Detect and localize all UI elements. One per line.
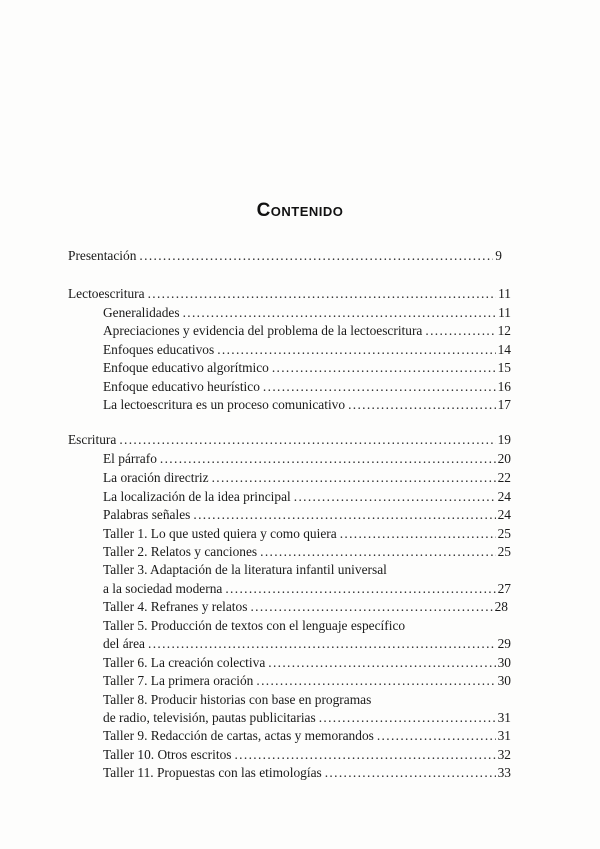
toc-subentry[interactable]: [103, 488, 511, 506]
toc-entry-page: 22: [497, 470, 511, 485]
toc-entry-label: La localización de la idea principal: [103, 489, 291, 504]
leader-dots: [256, 672, 495, 690]
toc-subentry[interactable]: [103, 598, 508, 616]
toc-subentry[interactable]: [103, 672, 511, 690]
toc-subentry[interactable]: [103, 764, 511, 782]
toc-entry-label: Apreciaciones y evidencia del problema de la lectoescritura: [103, 323, 423, 338]
toc-entry-label: del área: [103, 636, 145, 651]
toc-entry-label: Taller 9. Redacción de cartas, actas y memorandos: [103, 728, 374, 743]
leader-dots: [148, 285, 497, 303]
leader-dots: [319, 709, 496, 727]
toc-entry-page: 15: [497, 360, 511, 375]
toc-entry-label: Taller 6. La creación colectiva: [103, 655, 266, 670]
toc-entry-label: de radio, televisión, pautas publicitarias: [103, 710, 316, 725]
toc-subentry[interactable]: [103, 580, 511, 598]
toc-subentry[interactable]: [103, 359, 511, 377]
toc-subentry-first-line: Taller 8. Producir historias con base en programas: [103, 692, 372, 707]
toc-entry-label: Taller 1. Lo que usted quiera y como quiera: [103, 526, 337, 541]
toc-entry-label: Taller 4. Refranes y relatos: [103, 599, 248, 614]
leader-dots: [250, 598, 492, 616]
toc-entry-page: 30: [497, 673, 511, 688]
toc-entry-page: 24: [497, 489, 511, 504]
toc-entry-label: Enfoque educativo algorítmico: [103, 360, 269, 375]
toc-subentry[interactable]: [103, 341, 511, 359]
toc-entry-presentacion[interactable]: [68, 247, 502, 265]
toc-entry-label: La lectoescritura es un proceso comunicativo: [103, 397, 346, 412]
toc-subentry[interactable]: [103, 304, 511, 322]
leader-dots: [217, 341, 495, 359]
toc-subentry[interactable]: [103, 450, 511, 468]
leader-dots: [119, 431, 495, 449]
toc-entry-label: Palabras señales: [103, 507, 191, 522]
toc-subentry[interactable]: [103, 322, 511, 340]
toc-entry-label: Escritura: [68, 432, 117, 447]
toc-entry-label: El párrafo: [103, 451, 157, 466]
leader-dots: [425, 322, 495, 340]
toc-subentry[interactable]: [103, 727, 511, 745]
toc-entry-page: 24: [497, 507, 511, 522]
toc-entry-label: Taller 7. La primera oración: [103, 673, 254, 688]
toc-subentry[interactable]: [103, 506, 511, 524]
leader-dots: [294, 488, 496, 506]
toc-entry-page: 27: [497, 581, 511, 596]
toc-subentry[interactable]: [103, 746, 511, 764]
toc-entry-page: 32: [497, 747, 511, 762]
toc-entry-label: Taller 2. Relatos y canciones: [103, 544, 258, 559]
leader-dots: [348, 396, 496, 414]
leader-dots: [340, 525, 496, 543]
toc-subentry[interactable]: [103, 525, 511, 543]
leader-dots: [225, 580, 495, 598]
toc-entry-lectoescritura[interactable]: [68, 285, 511, 303]
leader-dots: [212, 469, 496, 487]
toc-entry-page: 11: [498, 305, 511, 320]
toc-subentry[interactable]: [103, 635, 511, 653]
leader-dots: [183, 304, 497, 322]
leader-dots: [272, 359, 496, 377]
toc-entry-label: Enfoques educativos: [103, 342, 215, 357]
leader-dots: [325, 764, 496, 782]
toc-entry-label: La oración directriz: [103, 470, 209, 485]
leader-dots: [139, 247, 493, 265]
toc-entry-page: 31: [497, 728, 511, 743]
page-title: Contenido: [256, 200, 344, 221]
toc-entry-escritura[interactable]: [68, 431, 511, 449]
toc-entry-page: 20: [497, 451, 511, 466]
toc-subentry[interactable]: [103, 378, 511, 396]
toc-entry-page: 11: [498, 286, 511, 301]
toc-subentry-first-line: Taller 3. Adaptación de la literatura infantil universal: [103, 562, 387, 577]
toc-subentry[interactable]: [103, 396, 511, 414]
leader-dots: [234, 746, 495, 764]
toc-entry-label: Enfoque educativo heurístico: [103, 379, 260, 394]
toc-entry-page: 16: [497, 379, 511, 394]
leader-dots: [263, 378, 496, 396]
toc-entry-label: Taller 10. Otros escritos: [103, 747, 232, 762]
toc-entry-label: Lectoescritura: [68, 286, 145, 301]
toc-entry-page: 33: [497, 765, 511, 780]
leader-dots: [377, 727, 496, 745]
toc-entry-label: Generalidades: [103, 305, 180, 320]
toc-entry-page: 28: [494, 599, 508, 614]
leader-dots: [268, 654, 495, 672]
toc-entry-page: 30: [497, 655, 511, 670]
toc-entry-page: 25: [497, 526, 511, 541]
toc-entry-page: 19: [497, 432, 511, 447]
toc-subentry[interactable]: [103, 654, 511, 672]
toc-entry-page: 31: [497, 710, 511, 725]
toc-entry-page: 17: [497, 397, 511, 412]
toc-subentry[interactable]: [103, 469, 511, 487]
toc-entry-page: 25: [497, 544, 511, 559]
leader-dots: [148, 635, 496, 653]
leader-dots: [260, 543, 495, 561]
leader-dots: [193, 506, 495, 524]
toc-subentry[interactable]: [103, 543, 511, 561]
toc-subentry-first-line: Taller 5. Producción de textos con el lenguaje específico: [103, 618, 406, 633]
leader-dots: [160, 450, 496, 468]
toc-entry-page: 29: [497, 636, 511, 651]
toc-entry-label: Presentación: [68, 248, 137, 263]
toc-entry-page: 14: [497, 342, 511, 357]
toc-entry-label: a la sociedad moderna: [103, 581, 223, 596]
toc-entry-label: Taller 11. Propuestas con las etimologías: [103, 765, 322, 780]
toc-subentry[interactable]: [103, 709, 511, 727]
toc-entry-page: 12: [497, 323, 511, 338]
toc-entry-page: 9: [495, 248, 502, 263]
